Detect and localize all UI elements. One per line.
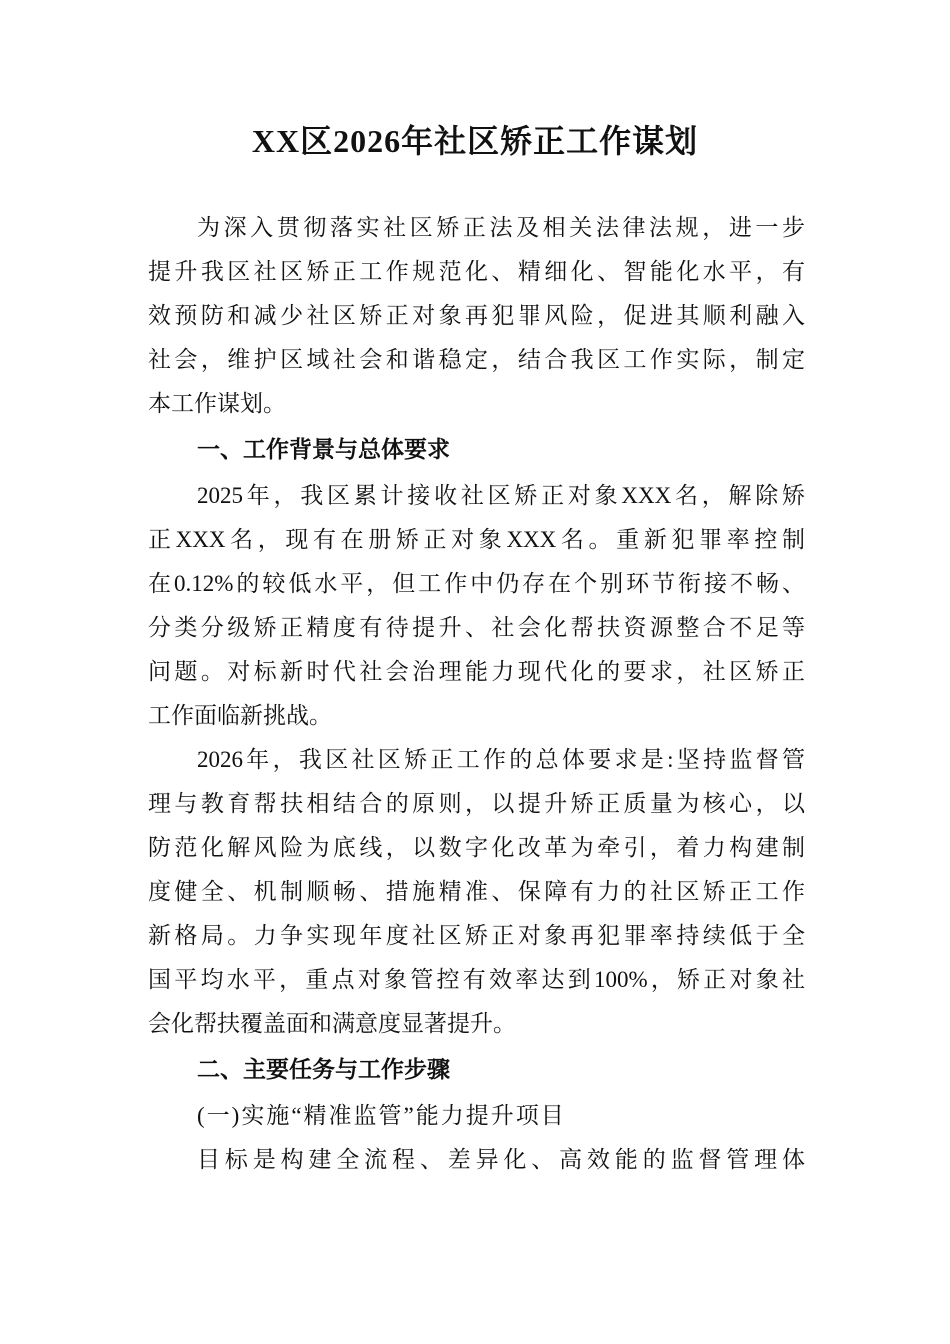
section-heading: 二、主要任务与工作步骤	[197, 1057, 450, 1082]
paragraph-line: 2025年，我区累计接收社区矫正对象XXX名，解除矫	[197, 483, 805, 508]
paragraph-line: 正XXX名，现有在册矫正对象XXX名。重新犯罪率控制	[148, 527, 805, 552]
paragraph-line: 社会，维护区域社会和谐稳定，结合我区工作实际，制定	[148, 347, 805, 372]
paragraph-line: 工作面临新挑战。	[148, 703, 332, 728]
paragraph-line: 为深入贯彻落实社区矫正法及相关法律法规，进一步	[197, 215, 805, 240]
paragraph-line: 目标是构建全流程、差异化、高效能的监督管理体	[197, 1147, 805, 1172]
document-title: XX区2026年社区矫正工作谋划	[251, 123, 699, 159]
paragraph	[148, 474, 805, 738]
paragraph-line: 国平均水平，重点对象管控有效率达到100%，矫正对象社	[148, 967, 805, 992]
paragraph-line: 本工作谋划。	[148, 391, 286, 416]
paragraph-line: 防范化解风险为底线，以数字化改革为牵引，着力构建制	[148, 835, 805, 860]
paragraph	[148, 206, 805, 426]
paragraph-line: 新格局。力争实现年度社区矫正对象再犯罪率持续低于全	[148, 923, 805, 948]
paragraph-line: 度健全、机制顺畅、措施精准、保障有力的社区矫正工作	[148, 879, 805, 904]
paragraph	[148, 738, 805, 1046]
paragraph-line: 会化帮扶覆盖面和满意度显著提升。	[148, 1011, 516, 1036]
subsection-heading: (一)实施“精准监管”能力提升项目	[197, 1103, 566, 1128]
paragraph-line: 效预防和减少社区矫正对象再犯罪风险，促进其顺利融入	[148, 303, 805, 328]
section-heading: 一、工作背景与总体要求	[197, 437, 450, 462]
paragraph-line: 在0.12%的较低水平，但工作中仍存在个别环节衔接不畅、	[148, 571, 805, 596]
document-body	[148, 206, 805, 1182]
paragraph-line: 分类分级矫正精度有待提升、社会化帮扶资源整合不足等	[148, 615, 805, 640]
paragraph	[148, 1138, 805, 1182]
paragraph-line: 理与教育帮扶相结合的原则，以提升矫正质量为核心，以	[148, 791, 805, 816]
paragraph-line: 2026年，我区社区矫正工作的总体要求是:坚持监督管	[197, 747, 805, 772]
paragraph-line: 问题。对标新时代社会治理能力现代化的要求，社区矫正	[148, 659, 805, 684]
paragraph-line: 提升我区社区矫正工作规范化、精细化、智能化水平，有	[148, 259, 805, 284]
